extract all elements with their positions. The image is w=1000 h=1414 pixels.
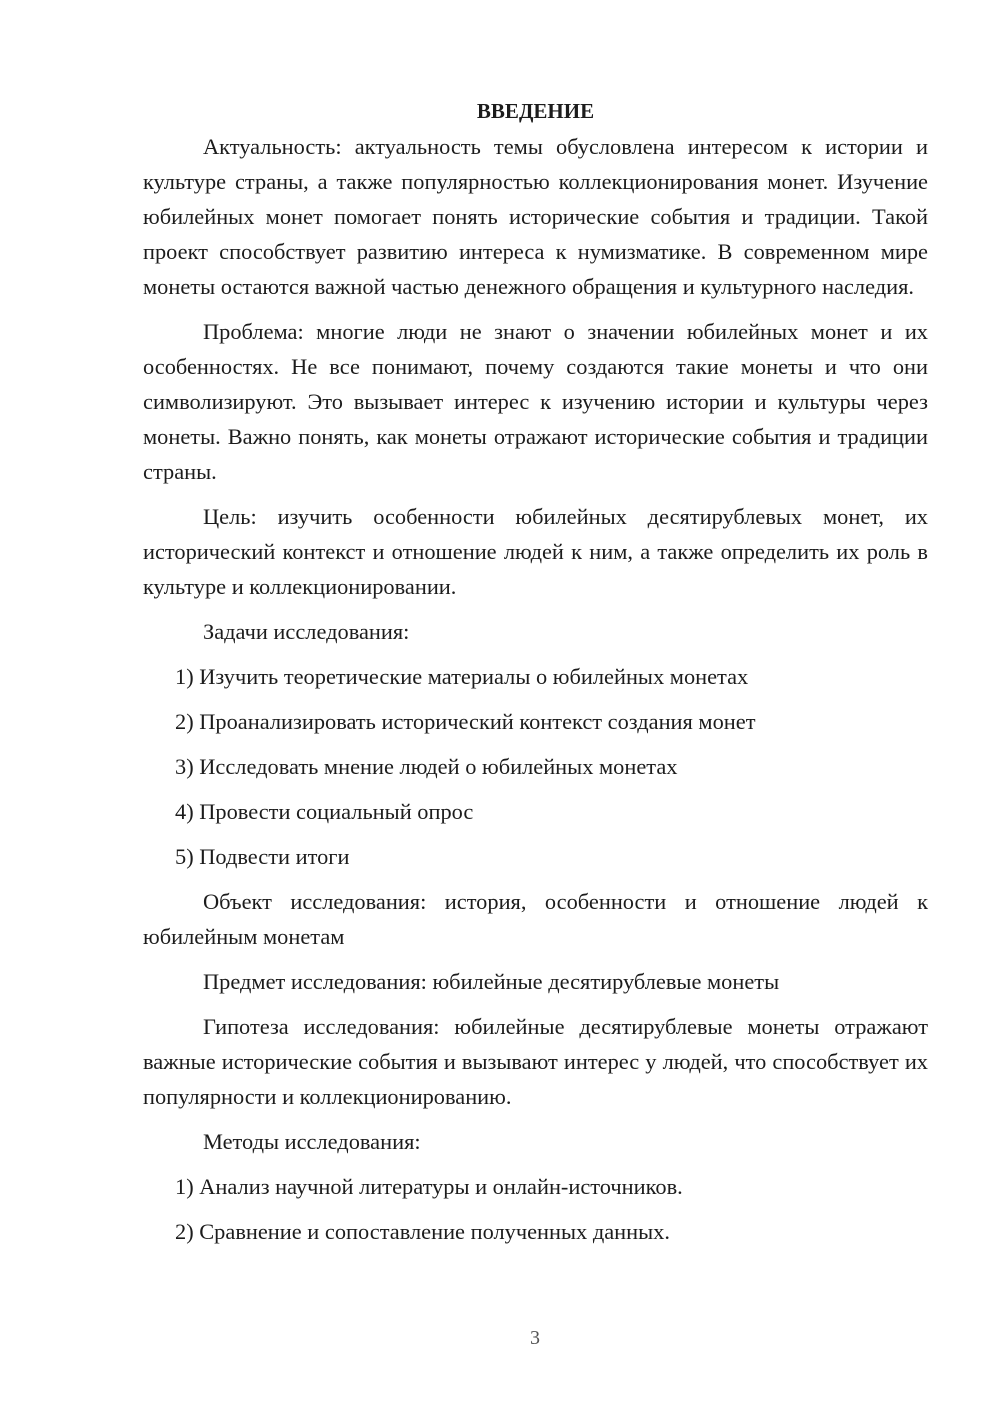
page-content: [143, 94, 928, 1259]
page-title: ВВЕДЕНИЕ: [476, 99, 595, 123]
task-item: 5) Подвести итоги: [175, 844, 350, 869]
methods-heading: Методы исследования:: [203, 1129, 421, 1154]
problem-paragraph: Проблема: многие люди не знают о значении юбилейных монет и их особенностях. Не все понимают, почему создаются такие монеты и что они символизируют. Это вызывает интерес к изучению истории и культуры через монеты. Важно понять, как монеты отражают исторические события и традиции страны.: [143, 319, 928, 484]
subject-line: Предмет исследования: юбилейные десятирублевые монеты: [203, 969, 780, 994]
task-item: 3) Исследовать мнение людей о юбилейных монетах: [175, 754, 678, 779]
page-number: 3: [530, 1327, 540, 1349]
method-item: 2) Сравнение и сопоставление полученных данных.: [175, 1219, 670, 1244]
task-item: 4) Провести социальный опрос: [175, 799, 474, 824]
hypothesis-paragraph: Гипотеза исследования: юбилейные десятирублевые монеты отражают важные исторические события и вызывают интерес у людей, что способствует их популярности и коллекционированию.: [143, 1014, 928, 1109]
task-item: 1) Изучить теоретические материалы о юбилейных монетах: [175, 664, 749, 689]
relevance-paragraph: Актуальность: актуальность темы обусловлена интересом к истории и культуре страны, а также популярностью коллекционирования монет. Изучение юбилейных монет помогает понять исторические события и традиции. Такой проект способствует развитию интереса к нумизматике. В современном мире монеты остаются важной частью денежного обращения и культурного наследия.: [143, 134, 928, 299]
method-item: 1) Анализ научной литературы и онлайн-источников.: [175, 1174, 683, 1199]
object-paragraph: Объект исследования: история, особенности и отношение людей к юбилейным монетам: [143, 889, 928, 949]
goal-paragraph: Цель: изучить особенности юбилейных десятирублевых монет, их исторический контекст и отношение людей к ним, а также определить их роль в культуре и коллекционировании.: [143, 504, 928, 599]
tasks-heading: Задачи исследования:: [203, 619, 410, 644]
task-item: 2) Проанализировать исторический контекст создания монет: [175, 709, 756, 734]
